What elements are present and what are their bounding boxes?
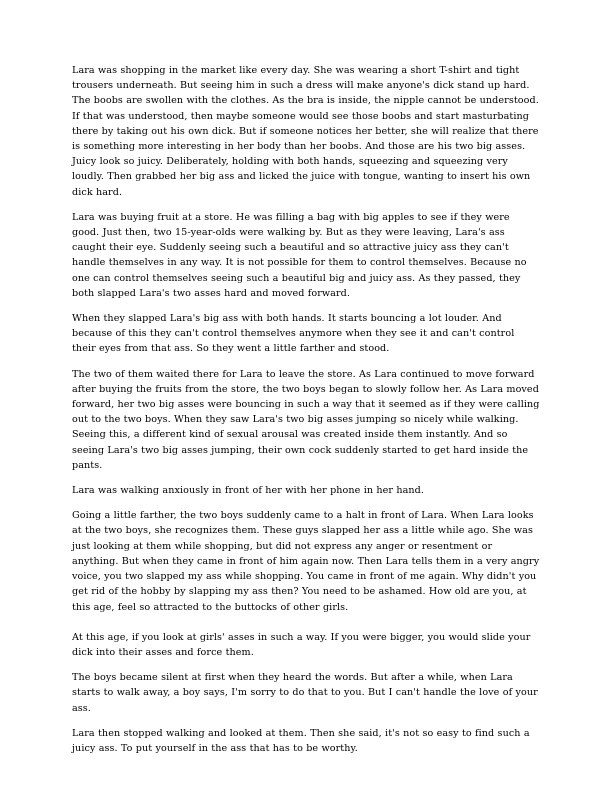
paragraph: The two of them waited there for Lara to leave the store. As Lara continued to move forward after buying the fruits from the store, the two boys began to slowly follow her. As Lara moved forward, her two big asses were bouncing in such a way that it seemed as if they were calling out to the two boys. When they saw Lara's two big asses jumping so nicely while walking. Seeing this, a different kind of sexual arousal was created inside them instantly. And so seeing Lara's two big asses jumping, their own cock suddenly started to get hard inside the pants. <box>72 368 540 471</box>
paragraph: Going a little farther, the two boys suddenly came to a halt in front of Lara. When Lara looks at the two boys, she recognizes them. These guys slapped her ass a little while ago. She was just looking at them while shopping, but did not express any anger or resentment or anything. But when they came in front of him again now. Then Lara tells them in a very angry voice, you two slapped my ass while shopping. You came in front of me again. Why didn't you get rid of the hobby by slapping my ass then? You need to be ashamed. How old are you, at this age, feel so attracted to the buttocks of other girls. <box>72 510 540 613</box>
document-text-body <box>72 63 540 756</box>
paragraph: Lara was buying fruit at a store. He was filling a bag with big apples to see if they were good. Just then, two 15-year-olds were walking by. But as they were leaving, Lara's ass caught their eye. Suddenly seeing such a beautiful and so attractive juicy ass they can't handle themselves in any way. It is not possible for them to control themselves. Because no one can control themselves seeing such a beautiful big and juicy ass. As they passed, they both slapped Lara's two asses hard and moved forward. <box>72 211 527 299</box>
paragraph: At this age, if you look at girls' asses in such a way. If you were bigger, you would slide your dick into their asses and force them. <box>72 631 531 658</box>
paragraph: The boys became silent at first when they heard the words. But after a while, when Lara starts to walk away, a boy says, I'm sorry to do that to you. But I can't handle the love of your ass. <box>72 672 538 714</box>
paragraph: Lara then stopped walking and looked at them. Then she said, it's not so easy to find such a juicy ass. To put yourself in the ass that has to be worthy. <box>72 727 530 754</box>
paragraph: Lara was shopping in the market like every day. She was wearing a short T-shirt and tight trousers underneath. But seeing him in such a dress will make anyone's dick stand up hard. The boobs are swollen with the clothes. As the bra is inside, the nipple cannot be understood. If that was understood, then maybe someone would see those boobs and start masturbating there by taking out his own dick. But if someone notices her better, she will realize that there is something more interesting in her body than her boobs. And those are his two big asses. Juicy look so juicy. Deliberately, holding with both hands, squeezing and squeezing very loudly. Then grabbed her big ass and licked the juice with tongue, wanting to insert his own dick hard. <box>72 65 539 198</box>
paragraph: When they slapped Lara's big ass with both hands. It starts bouncing a lot louder. And because of this they can't control themselves anymore when they see it and can't control their eyes from that ass. So they went a little farther and stood. <box>72 313 515 355</box>
paragraph: Lara was walking anxiously in front of her with her phone in her hand. <box>72 485 425 497</box>
